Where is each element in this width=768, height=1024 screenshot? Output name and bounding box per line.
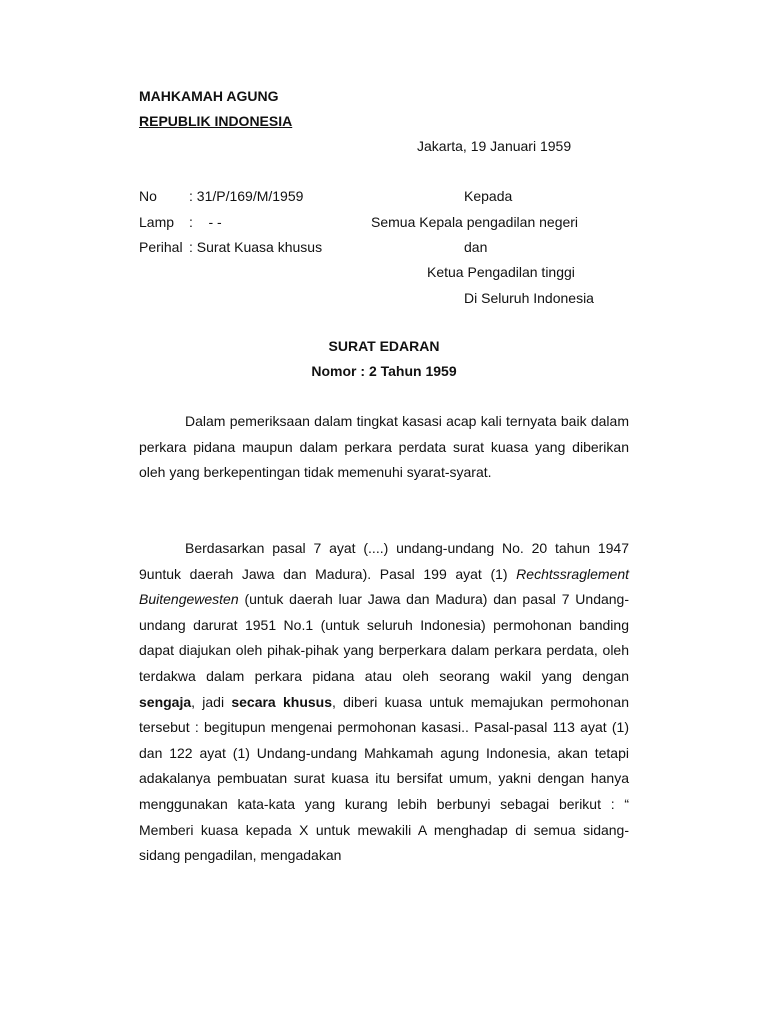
recipient-line1: Semua Kepala pengadilan negeri [371,214,579,230]
org-name: MAHKAMAH AGUNG [139,88,279,104]
paragraph-2-italic: Rechtssraglement Buitengewesten [139,565,629,608]
doc-title: SURAT EDARAN [328,338,440,354]
lamp-value: : - - [189,214,222,230]
recipient-dan: dan [464,239,488,255]
perihal-value: : Surat Kuasa khusus [189,239,323,255]
org-country: REPUBLIK INDONESIA [139,113,293,129]
paragraph-2 [139,536,629,869]
letter-date: Jakarta, 19 Januari 1959 [417,138,572,154]
recipient-line3: Di Seluruh Indonesia [464,290,594,306]
recipient-kepada: Kepada [464,188,513,204]
paragraph-2-text-d: , diberi kuasa untuk memajukan permohonan tersebut : begitupun mengenai permohonan kasasi.. Pasal-pasal 113 ayat (1) dan 122 ayat (1) Undang-undang Mahkamah agung Indonesia, akan tetapi adakalanya pembuatan surat kuasa itu bersifat umum, yakni dengan hanya menggunakan kata-kata yang kurang lebih berbunyi sebagai berikut : “ Memberi kuasa kepada X untuk mewakili A menghadap di semua sidang-sidang pengadilan, mengadakan [139,693,629,864]
no-label: No [139,188,157,204]
paragraph-2-bold-2: secara khusus [231,693,332,710]
paragraph-1: Dalam pemeriksaan dalam tingkat kasasi acap kali ternyata baik dalam perkara pidana maupun dalam perkara perdata surat kuasa yang diberikan oleh yang berkepentingan tidak memenuhi syarat-syarat. [139,413,629,481]
recipient-line2: Ketua Pengadilan tinggi [427,264,575,280]
no-value: : 31/P/169/M/1959 [189,188,304,204]
paragraph-2-text-a: Berdasarkan pasal 7 ayat (....) undang-undang No. 20 tahun 1947 9untuk daerah Jawa dan Madura). Pasal 199 ayat (1) [139,540,629,582]
perihal-label: Perihal [139,239,183,255]
paragraph-2-text-c: , jadi [191,693,232,710]
paragraph-2-text-b: (untuk daerah luar Jawa dan Madura) dan pasal 7 Undang-undang darurat 1951 No.1 (untuk seluruh Indonesia) permohonan banding dapat diajukan oleh pihak-pihak yang berperkara dalam perkara perdata, oleh terdakwa dalam perkara pidana atau oleh seorang wakil yang dengan [139,591,629,684]
doc-number: Nomor : 2 Tahun 1959 [311,363,457,379]
paragraph-2-bold-1: sengaja [139,693,192,710]
lamp-label: Lamp [139,214,175,230]
